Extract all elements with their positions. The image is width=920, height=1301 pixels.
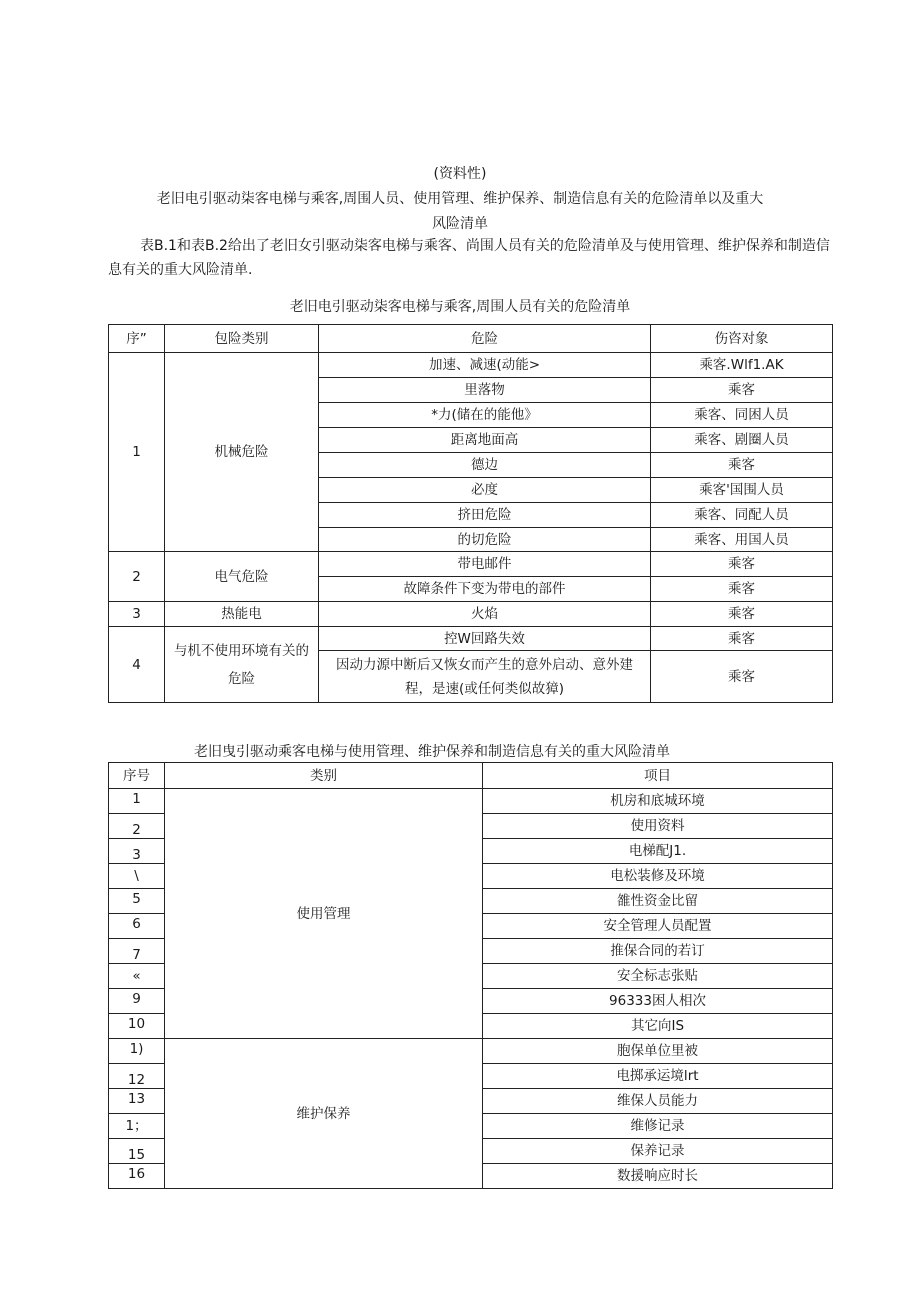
- target-cell: 乘客、用国人员: [651, 528, 833, 552]
- group-category: 机械危险: [165, 353, 319, 552]
- target-cell: 乘客、同配人员: [651, 503, 833, 528]
- target-cell: 乘客: [651, 651, 833, 703]
- row-no: 7: [109, 939, 165, 964]
- row-no: 9: [109, 989, 165, 1014]
- group-no: 3: [109, 602, 165, 627]
- document-title-line1: 老旧电引驱动柒客电梯与乘客,周围人员、使用管理、维护保养、制造信息有关的危险清单以及重大: [156, 191, 764, 207]
- item-cell: 96333困人相次: [483, 989, 833, 1014]
- table-header-row: [109, 325, 833, 353]
- appendix-note: (资料性): [433, 166, 487, 182]
- item-cell: 胞保单位里被: [483, 1039, 833, 1064]
- category-line: 与机不使用环境有关的: [174, 642, 309, 659]
- table-header-row: [109, 763, 833, 789]
- table-row: [109, 353, 833, 378]
- row-no: 16: [109, 1164, 165, 1189]
- row-no: 5: [109, 889, 165, 914]
- header-no: 序号: [109, 763, 165, 789]
- table-row: [109, 552, 833, 577]
- row-no: 6: [109, 914, 165, 939]
- hazard-cell: *力(储在的能他》: [319, 403, 651, 428]
- table-row: [109, 602, 833, 627]
- group-no: 1: [109, 353, 165, 552]
- group-no: 4: [109, 627, 165, 703]
- item-cell: 机房和底城环境: [483, 789, 833, 814]
- hazard-cell: 里落物: [319, 378, 651, 403]
- table2-caption: 老旧曳引驱动乘客电梯与使用管理、维护保养和制造信息有关的重大风险清单: [194, 744, 670, 760]
- row-no: \: [109, 864, 165, 889]
- row-no: 15: [109, 1139, 165, 1164]
- hazard-cell: 挤田危险: [319, 503, 651, 528]
- target-cell: 乘客'国围人员: [651, 478, 833, 503]
- target-cell: 乘客: [651, 627, 833, 651]
- group-category: 维护保养: [165, 1039, 483, 1189]
- item-cell: 安全标志张贴: [483, 964, 833, 989]
- item-cell: 使用资料: [483, 814, 833, 839]
- group-category: 电气危险: [165, 552, 319, 602]
- hazard-table: [108, 324, 833, 703]
- target-cell: 乘客: [651, 602, 833, 627]
- table-row: [109, 627, 833, 651]
- hazard-cell: 带电邮件: [319, 552, 651, 577]
- target-cell: 乘客、剧圈人员: [651, 428, 833, 453]
- item-cell: 维修记录: [483, 1114, 833, 1139]
- group-category: [165, 627, 319, 703]
- row-no: 1；: [109, 1114, 165, 1139]
- group-no: 2: [109, 552, 165, 602]
- hazard-cell: 距离地面高: [319, 428, 651, 453]
- risk-table: [108, 762, 833, 1189]
- hazard-cell: [319, 651, 651, 703]
- row-no: 2: [109, 814, 165, 839]
- category-line: 危险: [228, 670, 255, 687]
- hazard-cell: 的切危险: [319, 528, 651, 552]
- item-cell: 其它向IS: [483, 1014, 833, 1039]
- row-no: 12: [109, 1064, 165, 1089]
- hazard-cell: 火焰: [319, 602, 651, 627]
- group-category: 使用管理: [165, 789, 483, 1039]
- header-category: 包险类别: [165, 325, 319, 353]
- hazard-cell: 德边: [319, 453, 651, 478]
- row-no: 10: [109, 1014, 165, 1039]
- row-no: 1: [109, 789, 165, 814]
- document-title-line2: 风险清单: [432, 216, 488, 232]
- table-row: [109, 789, 833, 814]
- hazard-line: 程，是速(或任何类似故獐): [404, 680, 565, 697]
- hazard-cell: 控W回路失效: [319, 627, 651, 651]
- item-cell: 保养记录: [483, 1139, 833, 1164]
- target-cell: 乘客: [651, 577, 833, 602]
- hazard-cell: 必度: [319, 478, 651, 503]
- item-cell: 电梯配J1.: [483, 839, 833, 864]
- header-no: 序”: [109, 325, 165, 353]
- header-hazard: 危险: [319, 325, 651, 353]
- target-cell: 乘客: [651, 453, 833, 478]
- hazard-line: 因动力源中断后又恢女而产生的意外启动、意外建: [336, 656, 633, 673]
- hazard-cell: 故障条件下变为带电的部件: [319, 577, 651, 602]
- group-category: 热能电: [165, 602, 319, 627]
- item-cell: 安全管理人员配置: [483, 914, 833, 939]
- target-cell: 乘客: [651, 378, 833, 403]
- hazard-cell: 加速、减速(动能>: [319, 353, 651, 378]
- item-cell: 推保合同的若订: [483, 939, 833, 964]
- header-target: 伤咨对象: [651, 325, 833, 353]
- target-cell: 乘客、同困人员: [651, 403, 833, 428]
- target-cell: 乘客.Wlf1.AK: [651, 353, 833, 378]
- table1-caption: 老旧电引驱动柒客电梯与乘客,周围人员有关的危险清单: [289, 299, 631, 315]
- target-cell: 乘客: [651, 552, 833, 577]
- row-no: «: [109, 964, 165, 989]
- item-cell: 数援响应时长: [483, 1164, 833, 1189]
- row-no: 1): [109, 1039, 165, 1064]
- item-cell: 维保人员能力: [483, 1089, 833, 1114]
- item-cell: 雒性资金比留: [483, 889, 833, 914]
- header-category: 类别: [165, 763, 483, 789]
- header-item: 项目: [483, 763, 833, 789]
- intro-paragraph: 表B.1和表B.2给出了老旧女引驱动柒客电梯与乘客、尚围人员有关的危险清单及与使用管理、维护保养和制造信息有关的重大风险清单.: [108, 238, 830, 278]
- row-no: 13: [109, 1089, 165, 1114]
- item-cell: 电掷承运境lrt: [483, 1064, 833, 1089]
- table-row: [109, 1039, 833, 1064]
- row-no: 3: [109, 839, 165, 864]
- item-cell: 电松装修及环境: [483, 864, 833, 889]
